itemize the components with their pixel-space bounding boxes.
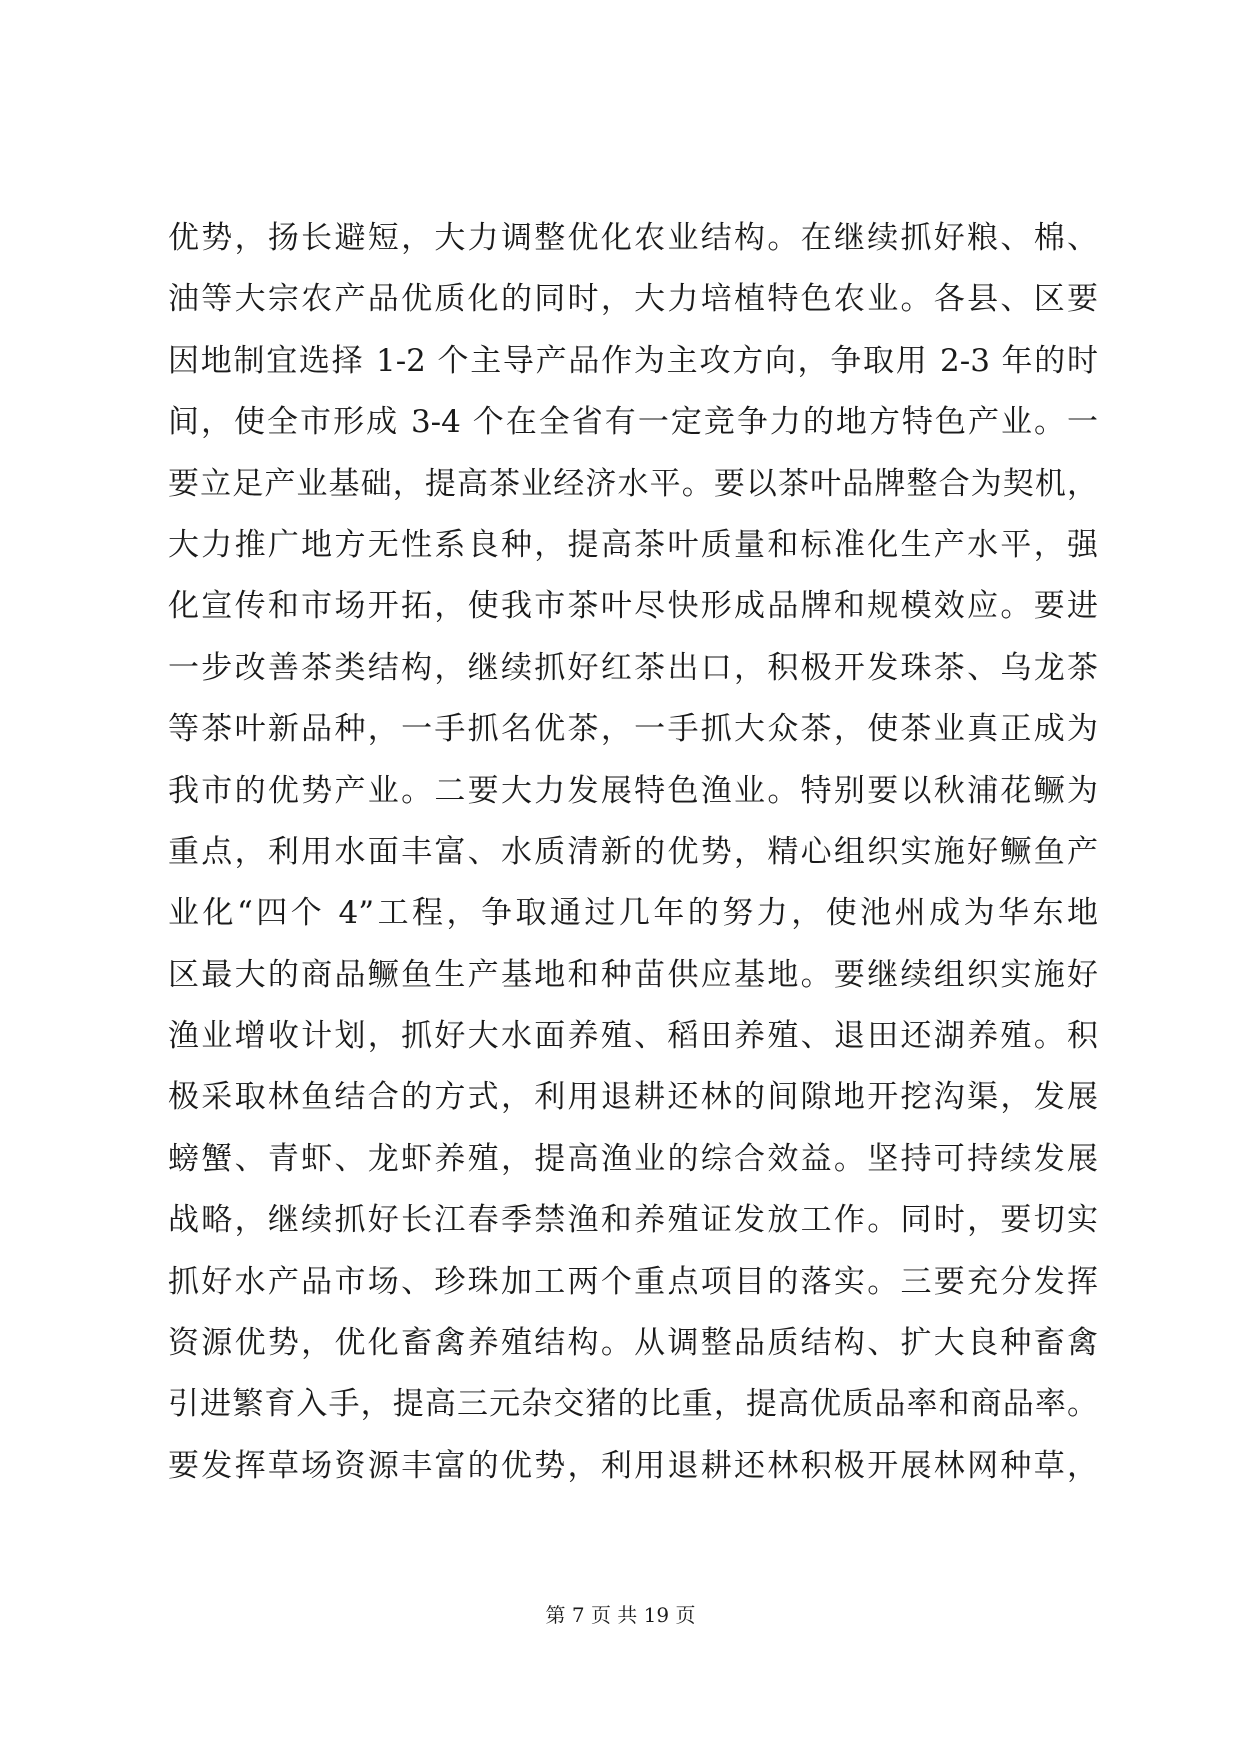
text-line: 螃蟹、青虾、龙虾养殖，提高渔业的综合效益。坚持可持续发展: [168, 1140, 1098, 1177]
text-line: 大力推广地方无性系良种，提高茶叶质量和标准化生产水平，强: [168, 526, 1098, 563]
text-line: 因地制宜选择 1-2 个主导产品作为主攻方向，争取用 2-3 年的时: [168, 342, 1098, 379]
text-line: 战略，继续抓好长江春季禁渔和养殖证发放工作。同时，要切实: [168, 1202, 1098, 1239]
text-line: 引进繁育入手，提高三元杂交猪的比重，提高优质品率和商品率。: [168, 1386, 1098, 1423]
text-line: 一步改善茶类结构，继续抓好红茶出口，积极开发珠茶、乌龙茶: [168, 649, 1098, 686]
text-line: 我市的优势产业。二要大力发展特色渔业。特别要以秋浦花鳜为: [168, 772, 1098, 809]
text-line: 业化“四个 4”工程，争取通过几年的努力，使池州成为华东地: [168, 895, 1098, 932]
text-line: 区最大的商品鳜鱼生产基地和种苗供应基地。要继续组织实施好: [168, 956, 1098, 993]
text-line: 重点，利用水面丰富、水质清新的优势，精心组织实施好鳜鱼产: [168, 833, 1098, 870]
text-line: 渔业增收计划，抓好大水面养殖、稻田养殖、退田还湖养殖。积: [168, 1018, 1098, 1055]
text-line: 要发挥草场资源丰富的优势，利用退耕还林积极开展林网种草，: [168, 1447, 1098, 1484]
text-line: 油等大宗农产品优质化的同时，大力培植特色农业。各县、区要: [168, 281, 1098, 318]
text-line: 优势，扬长避短，大力调整优化农业结构。在继续抓好粮、棉、: [168, 220, 1098, 256]
text-line: 间，使全市形成 3-4 个在全省有一定竞争力的地方特色产业。一: [168, 404, 1098, 441]
text-line: 等茶叶新品种，一手抓名优茶，一手抓大众茶，使茶业真正成为: [168, 711, 1098, 748]
page-number-footer: 第 7 页 共 19 页: [545, 1603, 696, 1627]
text-line: 要立足产业基础，提高茶业经济水平。要以茶叶品牌整合为契机，: [168, 465, 1098, 502]
text-line: 极采取林鱼结合的方式，利用退耕还林的间隙地开挖沟渠，发展: [168, 1079, 1098, 1116]
text-line: 抓好水产品市场、珍珠加工两个重点项目的落实。三要充分发挥: [168, 1263, 1098, 1300]
text-line: 资源优势，优化畜禽养殖结构。从调整品质结构、扩大良种畜禽: [168, 1325, 1098, 1362]
body-paragraph: [168, 208, 1098, 1497]
text-line: 化宣传和市场开拓，使我市茶叶尽快形成品牌和规模效应。要进: [168, 588, 1098, 625]
